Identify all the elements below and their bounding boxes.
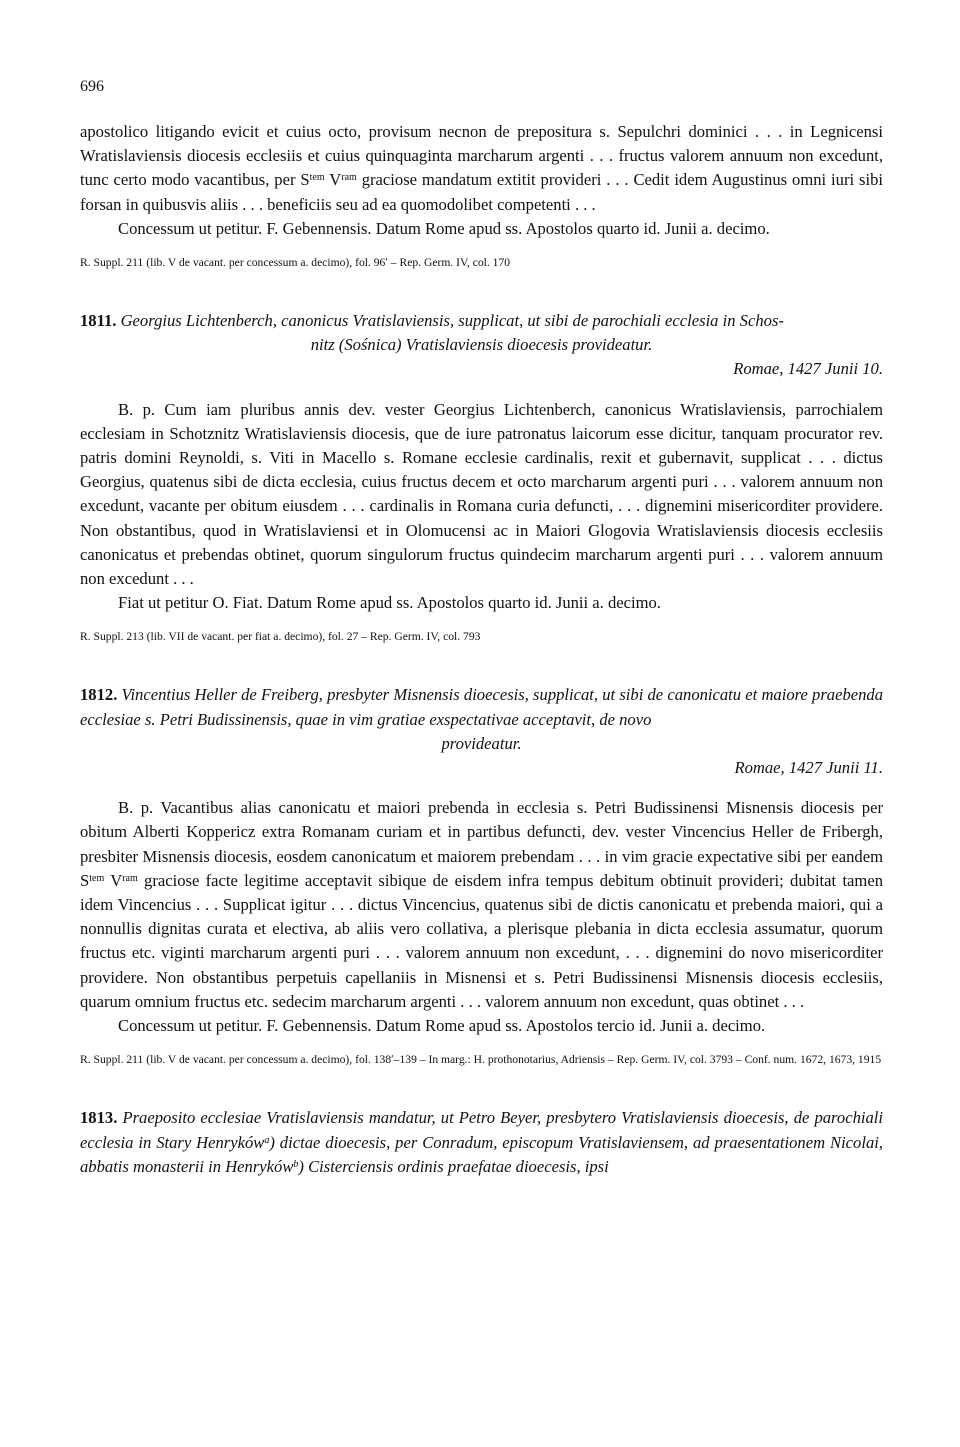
entry-1812-heading — [80, 683, 883, 756]
carryover-text-2: V — [324, 170, 342, 190]
entry-1812-sup-1: tem — [89, 872, 105, 884]
entry-1813 — [80, 1106, 883, 1179]
entry-1812-heading-text: Vincentius Heller de Freiberg, presbyter Misnensis dioecesis, supplicat, ut sibi de canonicatu et maiore praebenda ecclesiae s. Petri Budissinensis, quae in vim gratiae exspectativae acceptavit, de novo — [80, 685, 884, 729]
entry-1811 — [80, 309, 883, 645]
page-number: 696 — [80, 78, 104, 95]
carryover-sup-1: tem — [309, 172, 325, 184]
entry-1812-date: Romae, 1427 Junii 11. — [734, 758, 883, 778]
entry-1813-number: 1813. — [80, 1108, 118, 1128]
entry-1812-reference: R. Suppl. 211 (lib. V de vacant. per concessum a. decimo), fol. 138ʹ–139 – In marg.: H. prothonotarius, Adriensis – Rep. Germ. IV, col. 3793 – Conf. num. 1672, 1673, 1915 — [80, 1053, 882, 1067]
entry-1812-number: 1812. — [80, 685, 118, 705]
entry-1813-heading-text-3: ) Cisterciensis ordinis praefatae dioecesis, ipsi — [298, 1156, 609, 1176]
entry-1811-date: Romae, 1427 Junii 10. — [733, 359, 883, 379]
entry-1812-text-3: graciose facte legitime acceptavit sibique de eisdem infra tempus debitum obtinuit provideri; dubitat tamen idem Vincencius . . . Supplicat igitur . . . dictus Vincencius, quatenus sibi de dictis canonicatu et prebenda maiori, qui a nonnullis dignitas curata et electiva, ab aliis vero collativa, a plerisque plebania in dicta ecclesia assumatur, quorum fructus etc. viginti marcharum argenti puri . . . valorem annuum non excedunt, . . . dignemini do novo misericorditer providere. Non obstantibus perpetuis capellaniis in Misnensi et s. Petri Budissinensi Misnensis diocesis ecclesiis, quarum omnium fructus etc. sedecim marcharum argenti . . . valorem annuum non excedunt, quas obtinet . . . — [80, 870, 883, 1011]
entry-1812-heading-center: provideatur. — [441, 733, 522, 753]
entry-1811-heading-text: Georgius Lichtenberch, canonicus Vratislaviensis, supplicat, ut sibi de parochiali ecclesia in Schos- — [120, 311, 784, 331]
entry-1811-heading — [80, 309, 883, 357]
carryover-text-1: apostolico litigando evicit et cuius octo, provisum necnon de prepositura s. Sepulchri dominici . . . in Legnicensi Wratislaviensis diocesis ecclesiis et cuius quinquaginta marcharum argenti . . . fructus valorem annuum non excedunt, tunc certo modo vacantibus, per — [80, 122, 883, 190]
entry-1813-heading — [80, 1106, 883, 1179]
entry-1813-heading-text-2: ) dictae dioecesis, per Conradum, episcopum Vratislaviensem, ad praesentationem Nicolai, abbatis monasterii in Henryków — [80, 1132, 884, 1176]
carryover-text-3: graciose mandatum extitit provideri . . . Cedit idem Augustinus omni iuri sibi forsan in quibusvis aliis . . . beneficiis seu ad ea quomodolibet competenti . . . — [80, 170, 883, 214]
entry-1813-footnote-b: b — [293, 1158, 299, 1170]
entry-1812-sup-2: ram — [122, 872, 138, 884]
carryover-s-letter: S — [300, 170, 310, 190]
entry-1811-number: 1811. — [80, 311, 117, 331]
carryover-sup-2: ram — [341, 172, 357, 184]
entry-1811-reference: R. Suppl. 213 (lib. VII de vacant. per fiat a. decimo), fol. 27 – Rep. Germ. IV, col. 793 — [80, 630, 481, 644]
carryover-concessum: Concessum ut petitur. F. Gebennensis. Datum Rome apud ss. Apostolos quarto id. Junii a. decimo. — [118, 218, 770, 238]
entry-1812-body — [80, 796, 883, 1014]
entry-1811-body: B. p. Cum iam pluribus annis dev. vester Georgius Lichtenberch, canonicus Wratislaviensis, parrochialem ecclesiam in Schotznitz Wratislaviensis diocesis, que de iure patronatus laicorum esse dicitur, tanquam procurator rev. patris domini Reynoldi, s. Viti in Macello s. Romane ecclesie cardinalis, rexit et gubernavit, supplicat . . . dictus Georgius, quatenus sibi de dicta ecclesia, cuius fructus decem et octo marcharum argenti puri . . . valorem annuum non excedunt, vacante per obitum eiusdem . . . cardinalis in Romana curia defuncti, . . . dignemini misericorditer providere. Non obstantibus, quod in Wratislaviensi et in Olomucensi ac in Maiori Glogovia Wratislaviensis diocesis ecclesiis canonicatus et prebendas obtinet, quorum singulorum fructus quindecim marcharum argenti puri . . . valorem annuum non excedunt . . . — [80, 399, 883, 589]
entry-1813-heading-text-1: Praeposito ecclesiae Vratislaviensis mandatur, ut Petro Beyer, presbytero Vratislaviensis dioecesis, de parochiali ecclesia in Stary Henryków — [80, 1108, 883, 1152]
entry-1812-text-2: V — [104, 870, 123, 890]
entry-1812-concessum: Concessum ut petitur. F. Gebennensis. Datum Rome apud ss. Apostolos tercio id. Junii a. decimo. — [118, 1016, 766, 1036]
carryover-entry — [80, 120, 883, 271]
carryover-reference: R. Suppl. 211 (lib. V de vacant. per concessum a. decimo), fol. 96ʹ – Rep. Germ. IV, col. 170 — [80, 256, 511, 270]
entry-1813-footnote-a: a — [264, 1134, 270, 1146]
carryover-paragraph — [80, 120, 883, 217]
entry-1812 — [80, 683, 883, 1068]
entry-1811-fiat: Fiat ut petitur O. Fiat. Datum Rome apud ss. Apostolos quarto id. Junii a. decimo. — [118, 593, 661, 613]
document-page — [80, 78, 883, 1179]
entry-1812-text-1: B. p. Vacantibus alias canonicatu et maiori prebenda in ecclesia s. Petri Budissinensi Misnensis diocesis per obitum Alberti Koppericz extra Romanam curiam et in partibus defuncti, dev. vester Vincencius Heller de Fribergh, presbiter Misnensis diocesis, eosdem canonicatum et maiorem prebendam . . . in vim gracie expectative sibi per eandem S — [80, 798, 883, 890]
entry-1811-heading-center: nitz (Sośnica) Vratislaviensis dioecesis provideatur. — [310, 335, 653, 355]
